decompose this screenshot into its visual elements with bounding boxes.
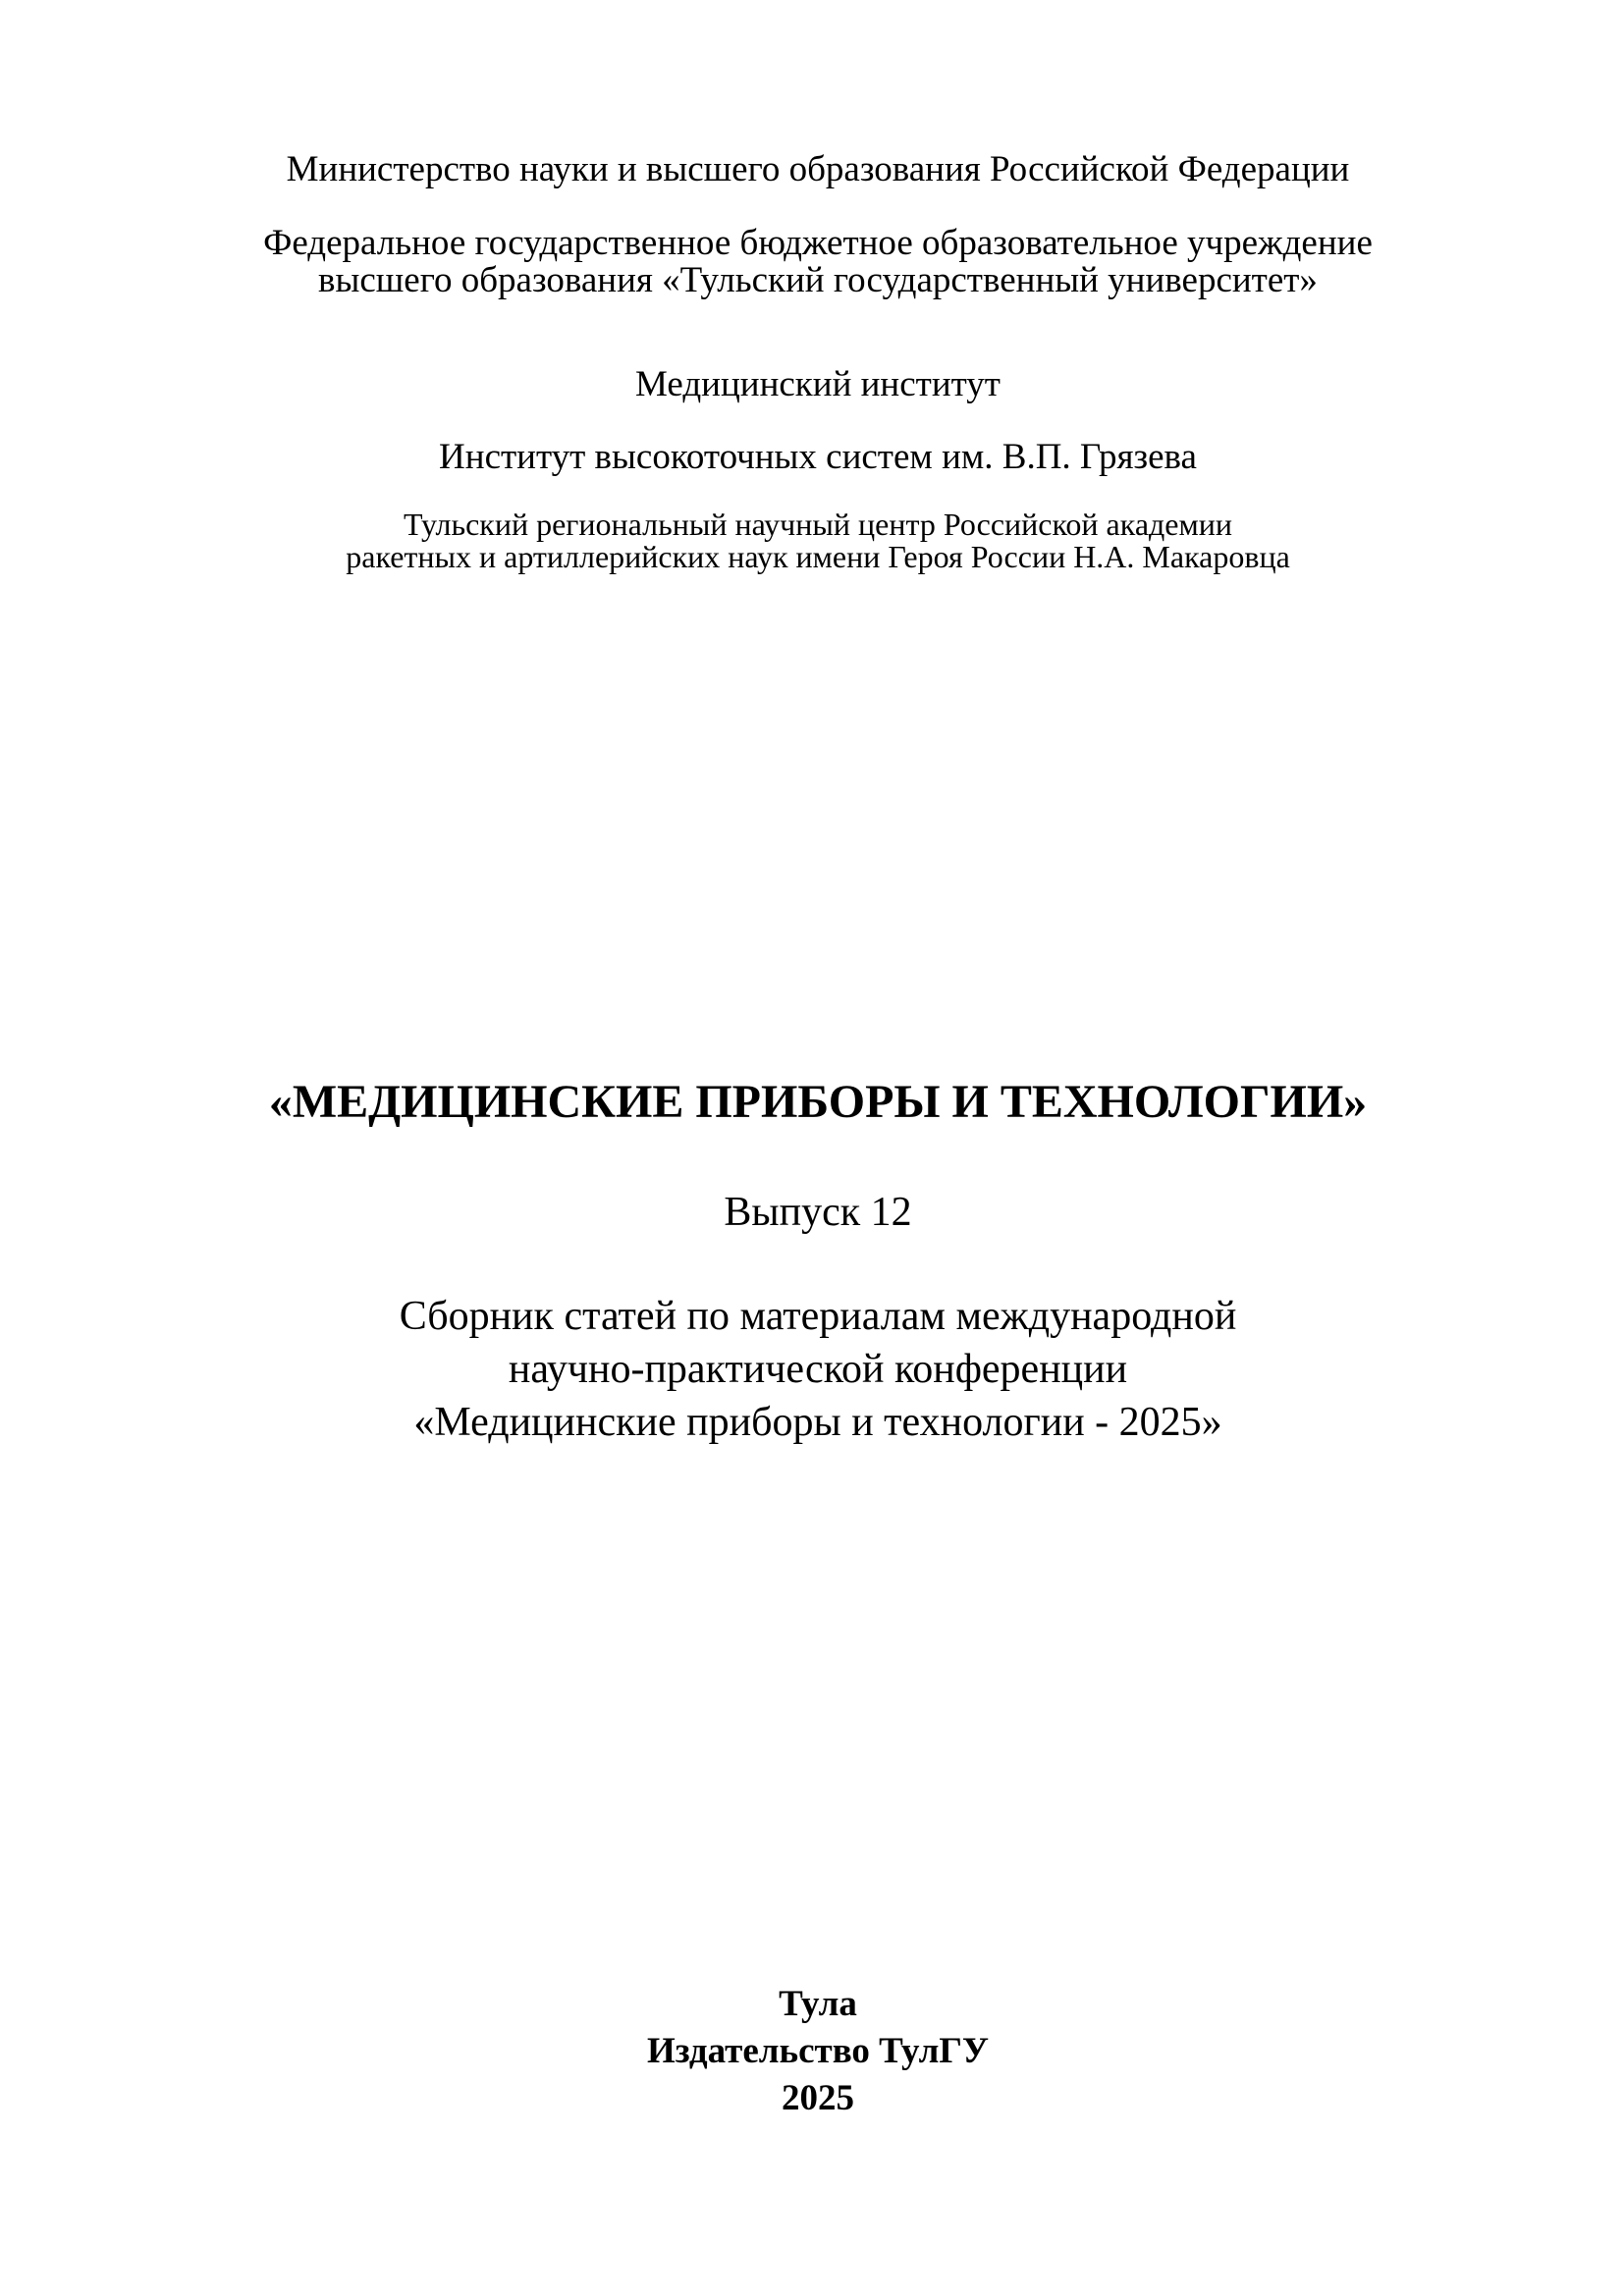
- publication-city: Тула: [779, 1984, 857, 2024]
- precision-systems-institute: Институт высокоточных систем им. В.П. Грязева: [439, 437, 1197, 477]
- regional-center-line-2: ракетных и артиллерийских наук имени Героя России Н.А. Макаровца: [346, 539, 1290, 574]
- document-title: «МЕДИЦИНСКИЕ ПРИБОРЫ И ТЕХНОЛОГИИ»: [268, 1076, 1368, 1128]
- ministry-name: Министерство науки и высшего образования Российской Федерации: [286, 149, 1350, 189]
- publisher-name: Издательство ТулГУ: [646, 2031, 990, 2071]
- collection-description-line-3: «Медицинские приборы и технологии - 2025»: [413, 1400, 1222, 1445]
- collection-description-line-1: Сборник статей по материалам международной: [399, 1294, 1237, 1339]
- federal-institution-line-2: высшего образования «Тульский государственный университет»: [318, 260, 1318, 300]
- issue-number: Выпуск 12: [724, 1190, 912, 1235]
- federal-institution-line-1: Федеральное государственное бюджетное образовательное учреждение: [263, 223, 1373, 263]
- publication-year: 2025: [782, 2078, 854, 2118]
- medical-institute: Медицинский институт: [635, 364, 1001, 404]
- regional-center-line-1: Тульский региональный научный центр Российской академии: [403, 507, 1232, 542]
- collection-description-line-2: научно-практической конференции: [508, 1347, 1128, 1392]
